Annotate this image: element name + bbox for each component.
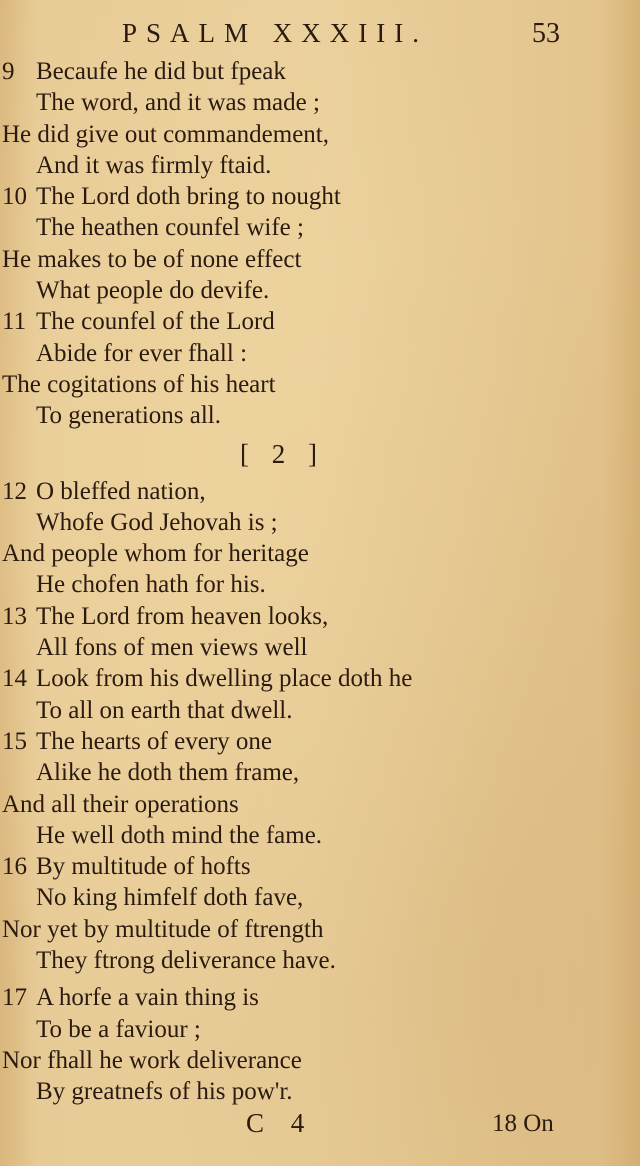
- verses-before-section: [0, 56, 640, 432]
- verse-line: [0, 119, 640, 150]
- verse-line-text: O bleffed nation,: [36, 477, 206, 505]
- verse-line: [0, 632, 640, 663]
- catchword: 18 On: [492, 1110, 554, 1137]
- verse-line-text: The counfel of the Lord: [36, 308, 275, 336]
- verse-line-text: Alike he doth them frame,: [36, 759, 300, 787]
- verse-line: [0, 945, 640, 976]
- verse-line-text: He chofen hath for his.: [36, 571, 266, 599]
- verse-line-text: He did give out commandement,: [2, 120, 330, 148]
- verse-line: [0, 212, 640, 243]
- section-mark: [ 2 ]: [240, 438, 325, 469]
- verse-line-text: Nor fhall he work deliverance: [2, 1046, 302, 1074]
- verse-line-text: The cogitations of his heart: [2, 370, 276, 398]
- verse: [0, 181, 640, 306]
- verse: [0, 306, 640, 431]
- verse-number: 16: [2, 853, 27, 881]
- verse-line: [0, 982, 640, 1013]
- verse: [0, 851, 640, 982]
- verse-line: [0, 820, 640, 851]
- verse-line-text: The Lord from heaven looks,: [36, 602, 329, 630]
- verse-line-text: He well doth mind the fame.: [36, 821, 323, 849]
- verse-line: [0, 56, 640, 87]
- verse-number: 9: [2, 58, 15, 85]
- verse-line-text: All fons of men views well: [36, 634, 308, 662]
- verse-line: [0, 1076, 640, 1107]
- verse-line: [0, 507, 640, 538]
- verse-number: 15: [2, 727, 27, 755]
- verse: [0, 56, 640, 181]
- verse-line: [0, 275, 640, 306]
- verse-line-text: The Lord doth bring to nought: [36, 183, 341, 211]
- verse-line: [0, 1014, 640, 1045]
- verse-line-text: Nor yet by multitude of ftrength: [2, 915, 324, 943]
- verse-line-text: To be a faviour ;: [36, 1015, 201, 1043]
- verse-number: 13: [2, 602, 27, 630]
- verse-number: 12: [2, 477, 27, 505]
- verse-line-text: By greatnefs of his pow'r.: [36, 1078, 293, 1106]
- verse-line-text: No king himfelf doth fave,: [36, 884, 304, 912]
- verses-after-section: [0, 476, 640, 1108]
- verse: [0, 601, 640, 664]
- verse: [0, 726, 640, 851]
- verse-line-text: The hearts of every one: [36, 727, 272, 755]
- verse-number: 14: [2, 665, 27, 693]
- verse-line-text: And all their operations: [2, 790, 239, 818]
- verse-line-text: The word, and it was made ;: [36, 89, 320, 117]
- running-head: PSALM XXXIII.: [122, 18, 428, 48]
- verse-line: [0, 181, 640, 212]
- verse-line-text: A horfe a vain thing is: [36, 984, 259, 1012]
- verse-line: [0, 695, 640, 726]
- verse-line: [0, 663, 640, 694]
- verse-line-text: They ftrong deliverance have.: [36, 947, 336, 975]
- page-number: 53: [532, 18, 560, 49]
- psalm-text: [0, 56, 640, 1108]
- verse-line: [0, 476, 640, 507]
- verse-line: [0, 757, 640, 788]
- verse: [0, 982, 640, 1107]
- signature-mark: C 4: [246, 1108, 315, 1138]
- verse-line: [0, 726, 640, 757]
- verse-line: [0, 244, 640, 275]
- verse-line-text: To all on earth that dwell.: [36, 696, 293, 724]
- verse-line: [0, 538, 640, 569]
- verse-number: 10: [2, 183, 27, 211]
- verse-line-text: He makes to be of none effect: [2, 245, 302, 273]
- verse-line: [0, 601, 640, 632]
- verse-line: [0, 306, 640, 337]
- verse-line: [0, 914, 640, 945]
- page-header: [0, 18, 640, 58]
- verse-line-text: And people whom for heritage: [2, 540, 309, 568]
- verse-line: [0, 851, 640, 882]
- verse-line-text: By multitude of hofts: [36, 853, 251, 881]
- verse-line: [0, 1045, 640, 1076]
- verse-line-text: The heathen counfel wife ;: [36, 214, 304, 242]
- verse-line-text: And it was firmly ftaid.: [36, 151, 272, 179]
- verse-line: [0, 87, 640, 118]
- verse-line-text: Abide for ever fhall :: [36, 339, 248, 367]
- verse-line: [0, 338, 640, 369]
- verse-line: [0, 882, 640, 913]
- verse-line-text: What people do devife.: [36, 277, 270, 305]
- verse: [0, 663, 640, 726]
- verse-number: 17: [2, 984, 27, 1012]
- verse-line-text: Whofe God Jehovah is ;: [36, 508, 278, 536]
- verse-line: [0, 369, 640, 400]
- verse-line: [0, 400, 640, 431]
- verse: [0, 476, 640, 601]
- verse-line: [0, 789, 640, 820]
- verse-line: [0, 150, 640, 181]
- verse-line-text: Becaufe he did but fpeak: [36, 58, 286, 85]
- verse-line: [0, 569, 640, 600]
- verse-line-text: Look from his dwelling place doth he: [36, 665, 413, 693]
- verse-line-text: To generations all.: [36, 402, 221, 430]
- page-footer: [0, 1108, 640, 1148]
- verse-number: 11: [2, 308, 27, 336]
